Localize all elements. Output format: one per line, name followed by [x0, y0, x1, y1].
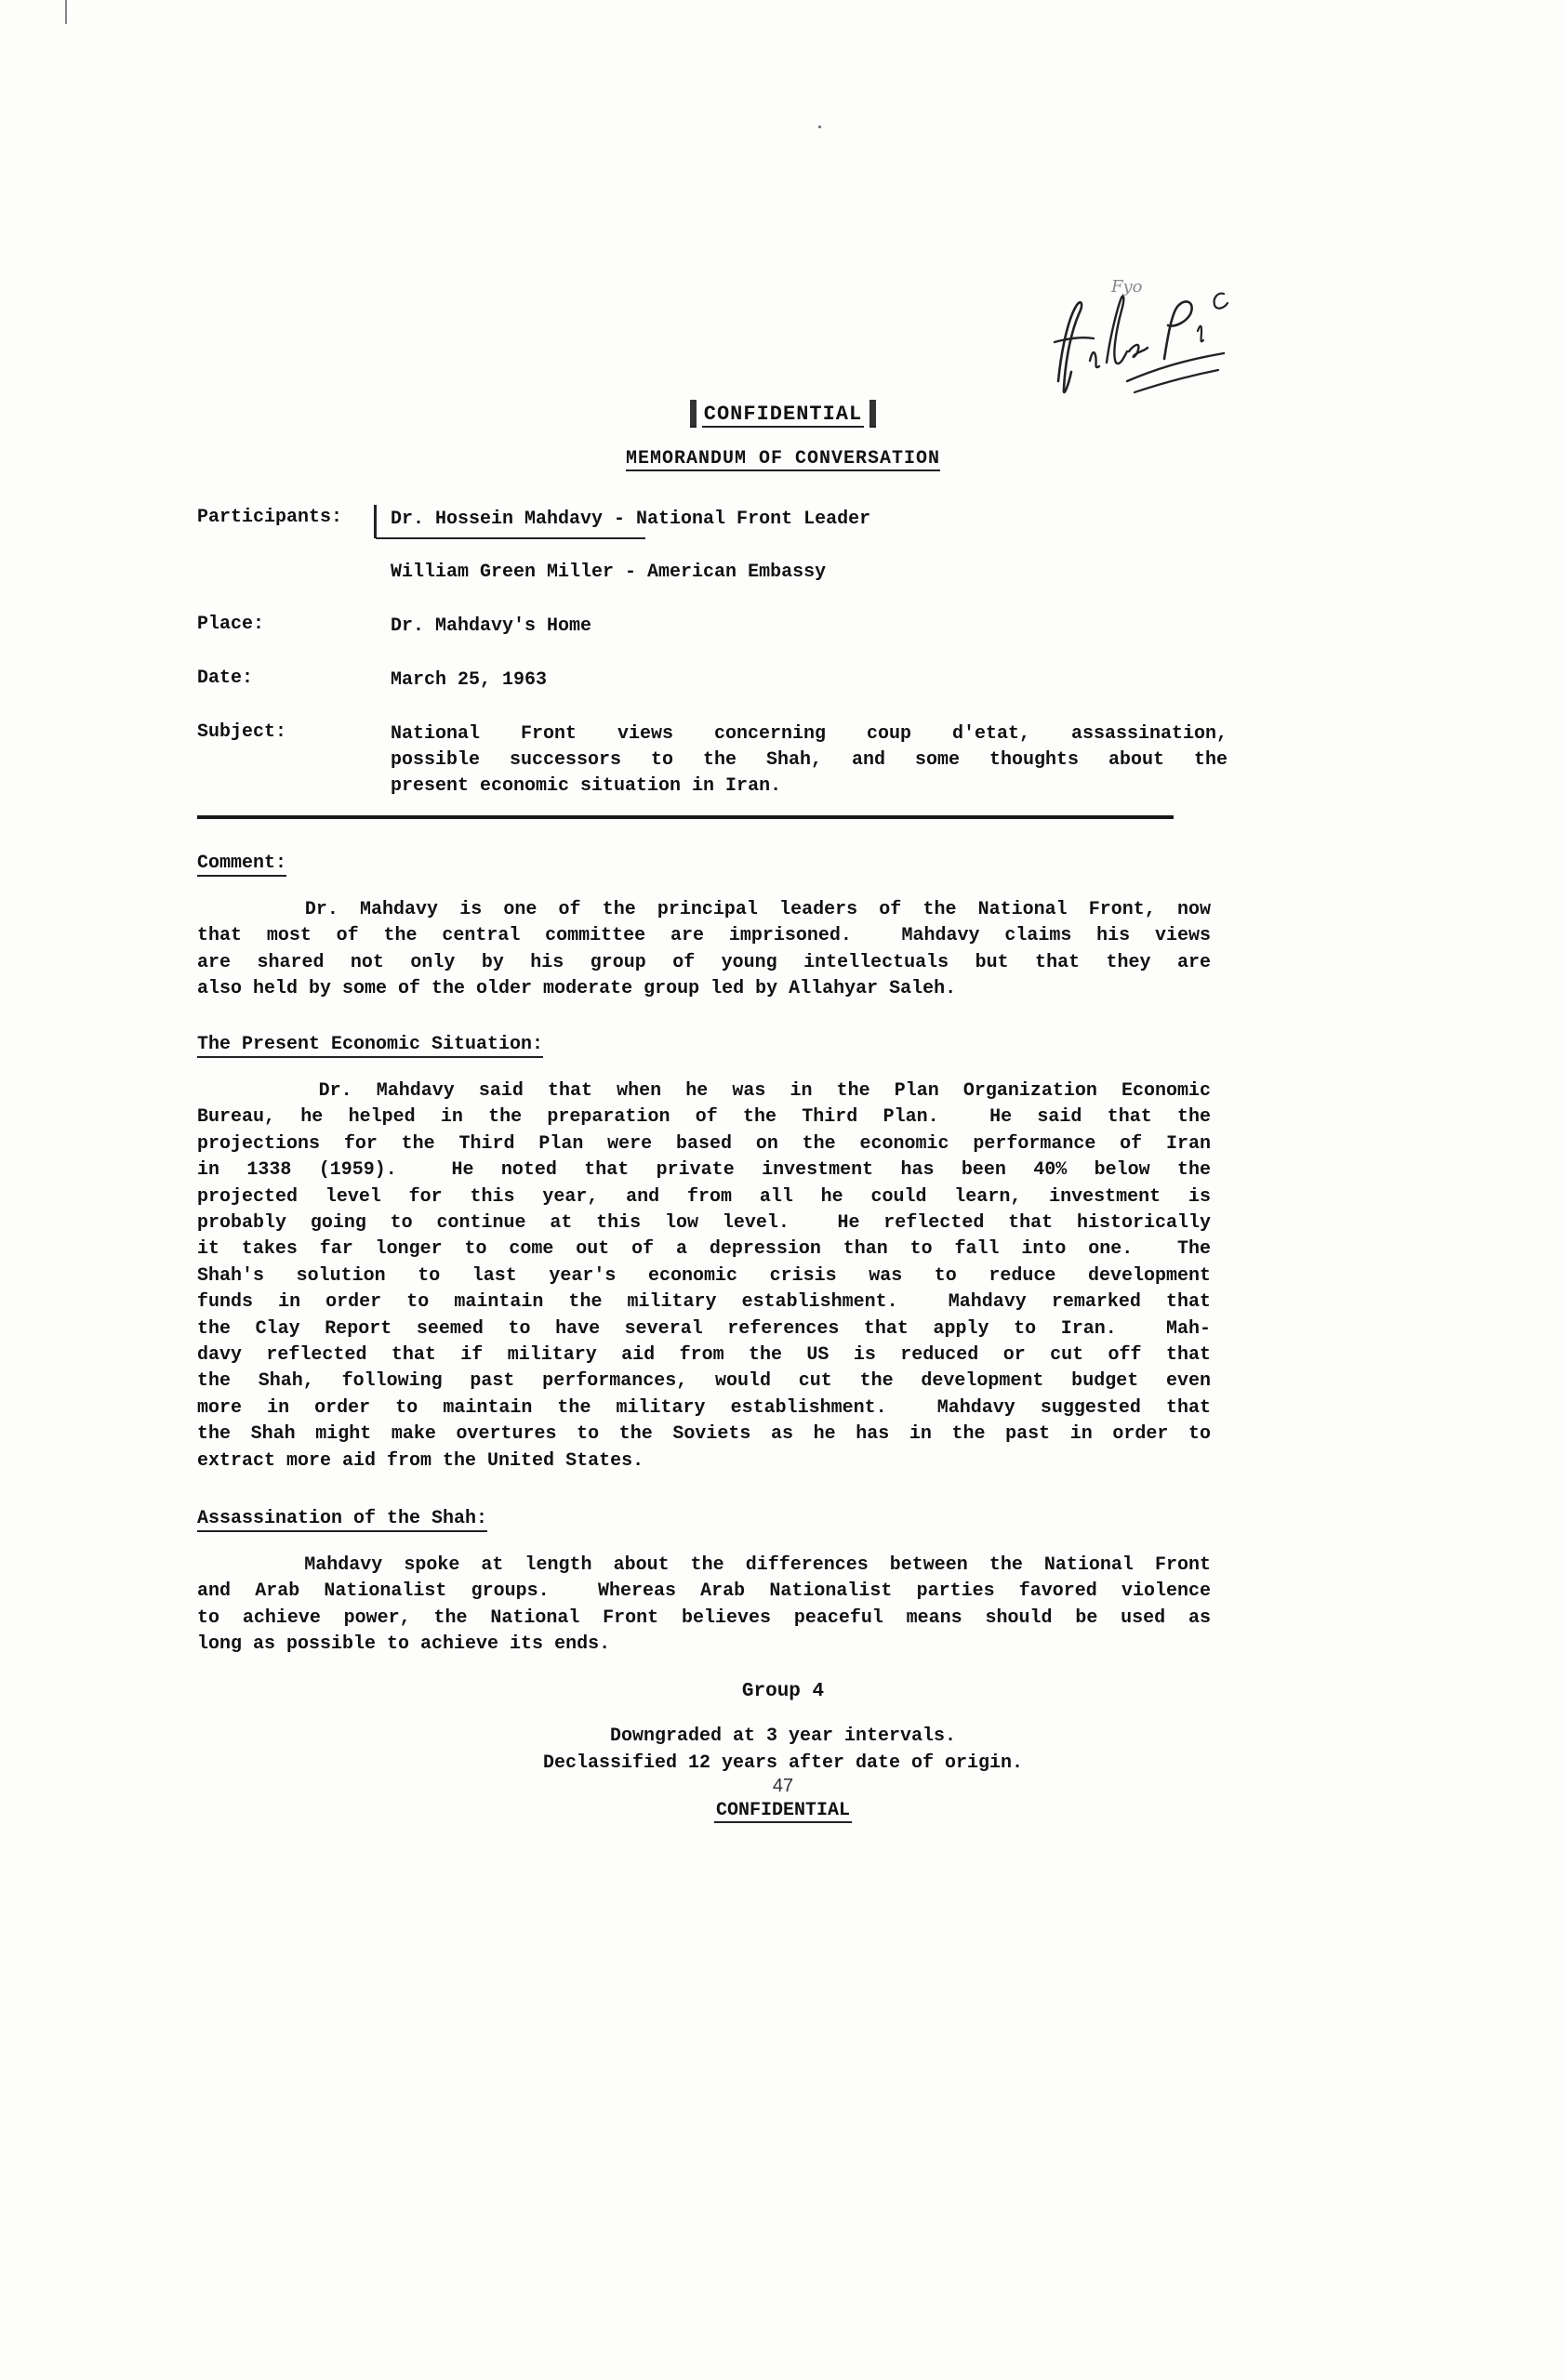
handwritten-file-note — [1042, 270, 1246, 409]
page-number: 47 — [772, 1776, 794, 1796]
participant-underline — [376, 537, 645, 539]
handwritten-small-note: Fyo — [1111, 277, 1143, 297]
confidential-header: CONFIDENTIAL — [0, 400, 1566, 428]
scan-edge-mark — [65, 0, 67, 24]
section-body-comment: Dr. Mahdavy is one of the principal leaders of the National Front, now that most of the central committee are imprisoned. Mahdavy claims his views are shared not only by his group of young intellectuals but that they are also held by some of the older moderate group led by Allahyar Saleh. — [197, 899, 1211, 1000]
field-value-subject: National Front views concerning coup d'etat, assassination, possible successors to the Shah, and some thoughts about the present economic situation in Iran. — [391, 723, 1228, 797]
downgrade-notice: Downgraded at 3 year intervals. Declassified 12 years after date of origin. — [542, 1726, 1024, 1774]
memo-title: MEMORANDUM OF CONVERSATION — [625, 448, 941, 469]
header-divider-rule — [197, 815, 1174, 819]
section-heading-economic: The Present Economic Situation: — [197, 1034, 543, 1058]
participant-bracket — [374, 505, 377, 538]
field-value-date: March 25, 1963 — [391, 669, 548, 691]
section-body-assassination: Mahdavy spoke at length about the differences between the National Front and Arab Nationalist groups. Whereas Arab Nationalist parties favored violence to achieve power, the National Front believes peaceful means should be used as long as possible to achieve its ends. — [197, 1554, 1211, 1656]
section-heading-comment: Comment: — [197, 853, 286, 877]
scan-speck — [818, 126, 821, 128]
field-value-participant-1: Dr. Hossein Mahdavy - National Front Leader — [391, 509, 871, 530]
section-body-economic: Dr. Mahdavy said that when he was in the Plan Organization Economic Bureau, he helped in the preparation of the Third Plan. He said that the projections for the Third Plan were based on the economic performance of Iran in 1338 (1959). He noted that private investment has been 40% below the projected level for this year, and from all he could learn, investment is probably going to continue at this low level. He reflected that historically it takes far longer to come out of a depression than to fall into one. The Shah's solution to last year's economic crisis was to reduce development funds in order to maintain the military establishment. Mahdavy remarked that the Clay Report seemed to have several references that apply to Iran. Mah- davy reflected that if military aid from the US is reduced or cut off that the Shah, following past performances, would cut the development budget even more in order to maintain the military establishment. Mahdavy suggested that the Shah might make overtures to the Soviets as he has in the past in order to extract more aid from the United States. — [197, 1080, 1211, 1472]
field-value-place: Dr. Mahdavy's Home — [391, 615, 592, 637]
confidential-footer: CONFIDENTIAL — [715, 1800, 851, 1821]
field-label-place: Place: — [197, 614, 265, 635]
field-value-participant-2: William Green Miller - American Embassy — [391, 562, 827, 583]
field-label-participants: Participants: — [197, 507, 343, 528]
section-heading-assassination: Assassination of the Shah: — [197, 1508, 487, 1532]
field-label-date: Date: — [197, 668, 254, 689]
field-label-subject: Subject: — [197, 721, 287, 743]
group-classification: Group 4 — [741, 1681, 825, 1702]
